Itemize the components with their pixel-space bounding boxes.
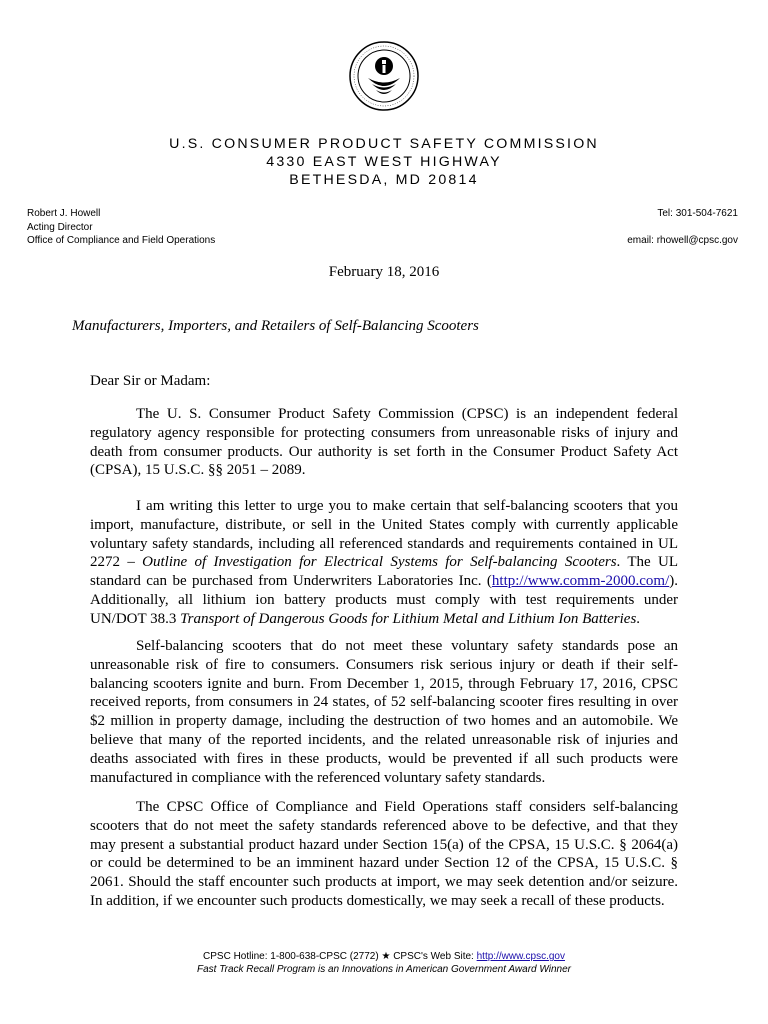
paragraph-line — [90, 610, 678, 629]
paragraph-line: voluntary safety standards, including all referenced standards and requirements contained in UL — [90, 535, 678, 552]
text-run: 2272 – — [90, 554, 143, 571]
sender-name: Robert J. Howell — [27, 208, 101, 219]
paragraph-line: believe that many of the reported incidents, and the related unreasonable risk of injuries and — [90, 731, 678, 748]
cpsc-seal-icon — [348, 40, 420, 112]
paragraph-2 — [90, 497, 678, 629]
paragraph-line: regulatory agency responsible for protecting consumers from unreasonable risks of injury and — [90, 424, 678, 441]
paragraph-4 — [90, 798, 678, 911]
sender-tel: Tel: 301-504-7621 — [657, 208, 738, 219]
comm-2000-link[interactable]: http://www.comm-2000.com/ — [491, 573, 670, 590]
paragraph-line: may present a substantial product hazard under Section 15(a) of the CPSA, 15 U.S.C. § 2064(a) — [90, 836, 678, 853]
text-run: . The UL — [616, 554, 678, 571]
paragraph-line: scooters that do not meet the safety standards referenced above to be defective, and that they — [90, 817, 678, 834]
paragraph-line: balancing scooters ignite and burn. From December 1, 2015, through February 17, 2016, CPSC — [90, 675, 678, 692]
star-icon: ★ — [381, 951, 391, 962]
footer-tagline: Fast Track Recall Program is an Innovations in American Government Award Winner — [197, 964, 571, 975]
footer-line-1 — [0, 950, 768, 963]
footer — [0, 950, 768, 976]
paragraph-line: (CPSA), 15 U.S.C. §§ 2051 – 2089. — [90, 462, 306, 479]
addressee: Manufacturers, Importers, and Retailers of Self-Balancing Scooters — [72, 318, 479, 334]
agency-city: BETHESDA, MD 20814 — [289, 172, 479, 188]
salutation: Dear Sir or Madam: — [90, 373, 211, 389]
paragraph-line: The U. S. Consumer Product Safety Commission (CPSC) is an independent federal — [136, 406, 678, 422]
agency-street: 4330 EAST WEST HIGHWAY — [266, 154, 502, 170]
cpsc-website-link[interactable]: http://www.cpsc.gov — [476, 951, 565, 962]
paragraph-line: deaths associated with fires in these products, would be prevented if all such products were — [90, 750, 678, 767]
paragraph-line: unreasonable risk of fire to consumers. Consumers risk serious injury or death if their self- — [90, 656, 678, 673]
paragraph-line — [90, 553, 678, 572]
paragraph-line: In addition, if we encounter such products domestically, we may seek a recall of these products. — [90, 892, 665, 909]
paragraph-1 — [90, 405, 678, 480]
website-label: CPSC's Web Site: — [393, 951, 474, 962]
paragraph-line: manufactured in compliance with the referenced voluntary safety standards. — [90, 769, 546, 786]
agency-name: U.S. CONSUMER PRODUCT SAFETY COMMISSION — [169, 136, 599, 152]
paragraph-line: $2 million in property damage, including the destruction of two homes and an automobile. We — [90, 713, 678, 730]
paragraph-line: I am writing this letter to urge you to make certain that self-balancing scooters that you — [136, 498, 678, 514]
paragraph-line: received reports, from consumers in 24 states, of 52 self-balancing scooter fires resulting in over — [90, 694, 678, 711]
paragraph-line: death from consumer products. Our authority is set forth in the Consumer Product Safety Act — [90, 443, 678, 460]
sender-title: Acting Director — [27, 221, 93, 233]
paragraph-line: Additionally, all lithium ion battery products must comply with test requirements under — [90, 591, 678, 608]
paragraph-line — [90, 572, 678, 591]
text-run: standard can be purchased from Underwriters Laboratories Inc. ( — [90, 573, 492, 590]
paragraph-line: The CPSC Office of Compliance and Field Operations staff considers self-balancing — [136, 799, 678, 815]
paragraph-line: or could be determined to be an imminent hazard under Section 12 of the CPSA, 15 U.S.C. § — [90, 855, 678, 872]
hotline-text: CPSC Hotline: 1-800-638-CPSC (2772) — [203, 951, 379, 962]
text-run: ). — [669, 573, 678, 590]
paragraph-line: 2061. Should the staff encounter such products at import, we may seek detention and/or seizure. — [90, 874, 678, 891]
sender-email[interactable]: email: rhowell@cpsc.gov — [627, 235, 738, 246]
paragraph-line: Self-balancing scooters that do not meet these voluntary safety standards pose an — [136, 638, 678, 654]
text-run: UN/DOT 38.3 — [90, 610, 181, 627]
ul-standard-title: Outline of Investigation for Electrical Systems for Self-balancing Scooters — [142, 554, 617, 571]
paragraph-3 — [90, 637, 678, 787]
sender-office: Office of Compliance and Field Operations — [27, 235, 216, 246]
sender-block — [27, 207, 215, 248]
un-dot-standard-title: Transport of Dangerous Goods for Lithium Metal and Lithium Ion Batteries — [180, 610, 637, 627]
text-run: . — [636, 610, 641, 627]
contact-block — [627, 207, 738, 248]
paragraph-line: import, manufacture, distribute, or sell in the United States comply with currently applicable — [90, 516, 678, 533]
letter-date: February 18, 2016 — [328, 264, 440, 280]
